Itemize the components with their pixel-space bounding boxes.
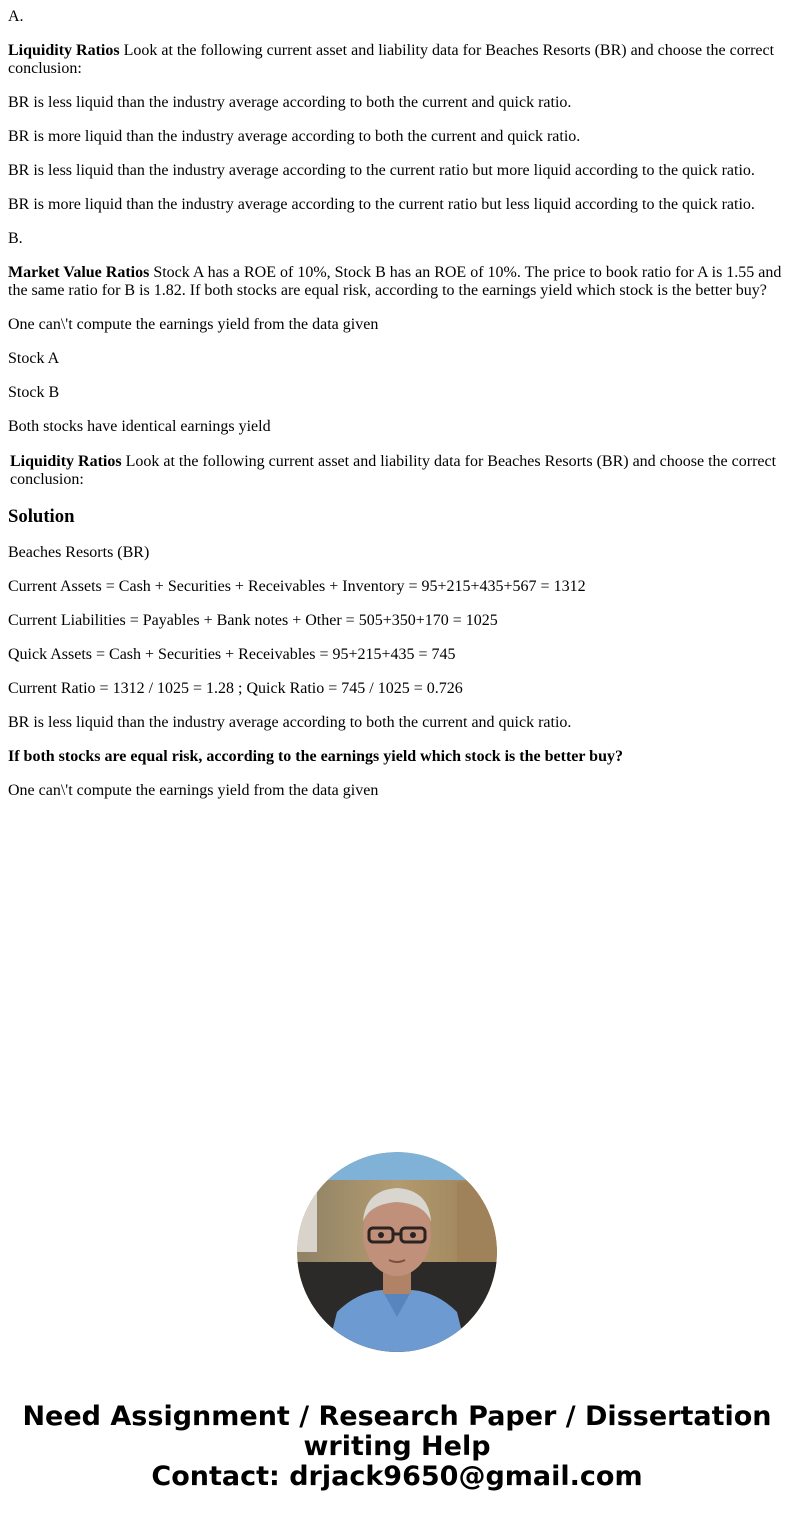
solution-line: Current Assets = Cash + Securities + Receivables + Inventory = 95+215+435+567 = 1312: [8, 578, 586, 595]
author-avatar: [297, 1152, 497, 1352]
repeat-question: [10, 453, 784, 489]
promo-line-2: writing Help: [303, 1431, 491, 1462]
part-a-question: [8, 42, 786, 78]
promo-text: [0, 1402, 794, 1492]
solution-line: BR is less liquid than the industry average according to both the current and quick ratio.: [8, 714, 572, 731]
part-a-option: BR is more liquid than the industry average according to both the current and quick ratio.: [8, 128, 581, 145]
part-a-option: BR is less liquid than the industry average according to both the current and quick ratio.: [8, 94, 572, 111]
part-b-option: Stock A: [8, 350, 60, 367]
solution-line: Current Liabilities = Payables + Bank notes + Other = 505+350+170 = 1025: [8, 612, 498, 629]
solution-answer: One can\'t compute the earnings yield from the data given: [8, 782, 379, 799]
part-b-option: One can\'t compute the earnings yield from the data given: [8, 316, 379, 333]
repeat-question-title: Liquidity Ratios: [10, 453, 122, 470]
part-b-option: Stock B: [8, 384, 60, 401]
promo-line-3: Contact: drjack9650@gmail.com: [151, 1461, 643, 1492]
part-b-question: [8, 264, 786, 300]
part-b-option: Both stocks have identical earnings yield: [8, 418, 271, 435]
part-b-question-text: Stock A has a ROE of 10%, Stock B has an ROE of 10%. The price to book ratio for A is 1.55 and the same ratio for B is 1.82. If both stocks are equal risk, according to the earnings yield which stock is the better buy?: [8, 264, 782, 299]
part-a-option: BR is more liquid than the industry average according to the current ratio but less liquid according to the quick ratio.: [8, 196, 755, 213]
solution-line: Beaches Resorts (BR): [8, 544, 150, 561]
part-b-label: B.: [8, 230, 23, 247]
part-b-question-title: Market Value Ratios: [8, 264, 150, 281]
repeat-question-text: Look at the following current asset and liability data for Beaches Resorts (BR) and choose the correct conclusion:: [10, 453, 777, 488]
part-a-option: BR is less liquid than the industry average according to the current ratio but more liquid according to the quick ratio.: [8, 162, 755, 179]
part-a-question-text: Look at the following current asset and liability data for Beaches Resorts (BR) and choose the correct conclusion:: [8, 42, 775, 77]
solution-bold-question: If both stocks are equal risk, according to the earnings yield which stock is the better buy?: [8, 748, 623, 765]
promo-line-1: Need Assignment / Research Paper / Dissertation: [22, 1401, 772, 1432]
promo-section: [0, 1152, 794, 1492]
part-a-label: A.: [8, 8, 24, 25]
solution-line: Current Ratio = 1312 / 1025 = 1.28 ; Quick Ratio = 745 / 1025 = 0.726: [8, 680, 463, 697]
repeat-question-box: [8, 452, 786, 490]
solution-line: Quick Assets = Cash + Securities + Receivables = 95+215+435 = 745: [8, 646, 456, 663]
part-a-question-title: Liquidity Ratios: [8, 42, 120, 59]
solution-heading: Solution: [8, 506, 75, 527]
